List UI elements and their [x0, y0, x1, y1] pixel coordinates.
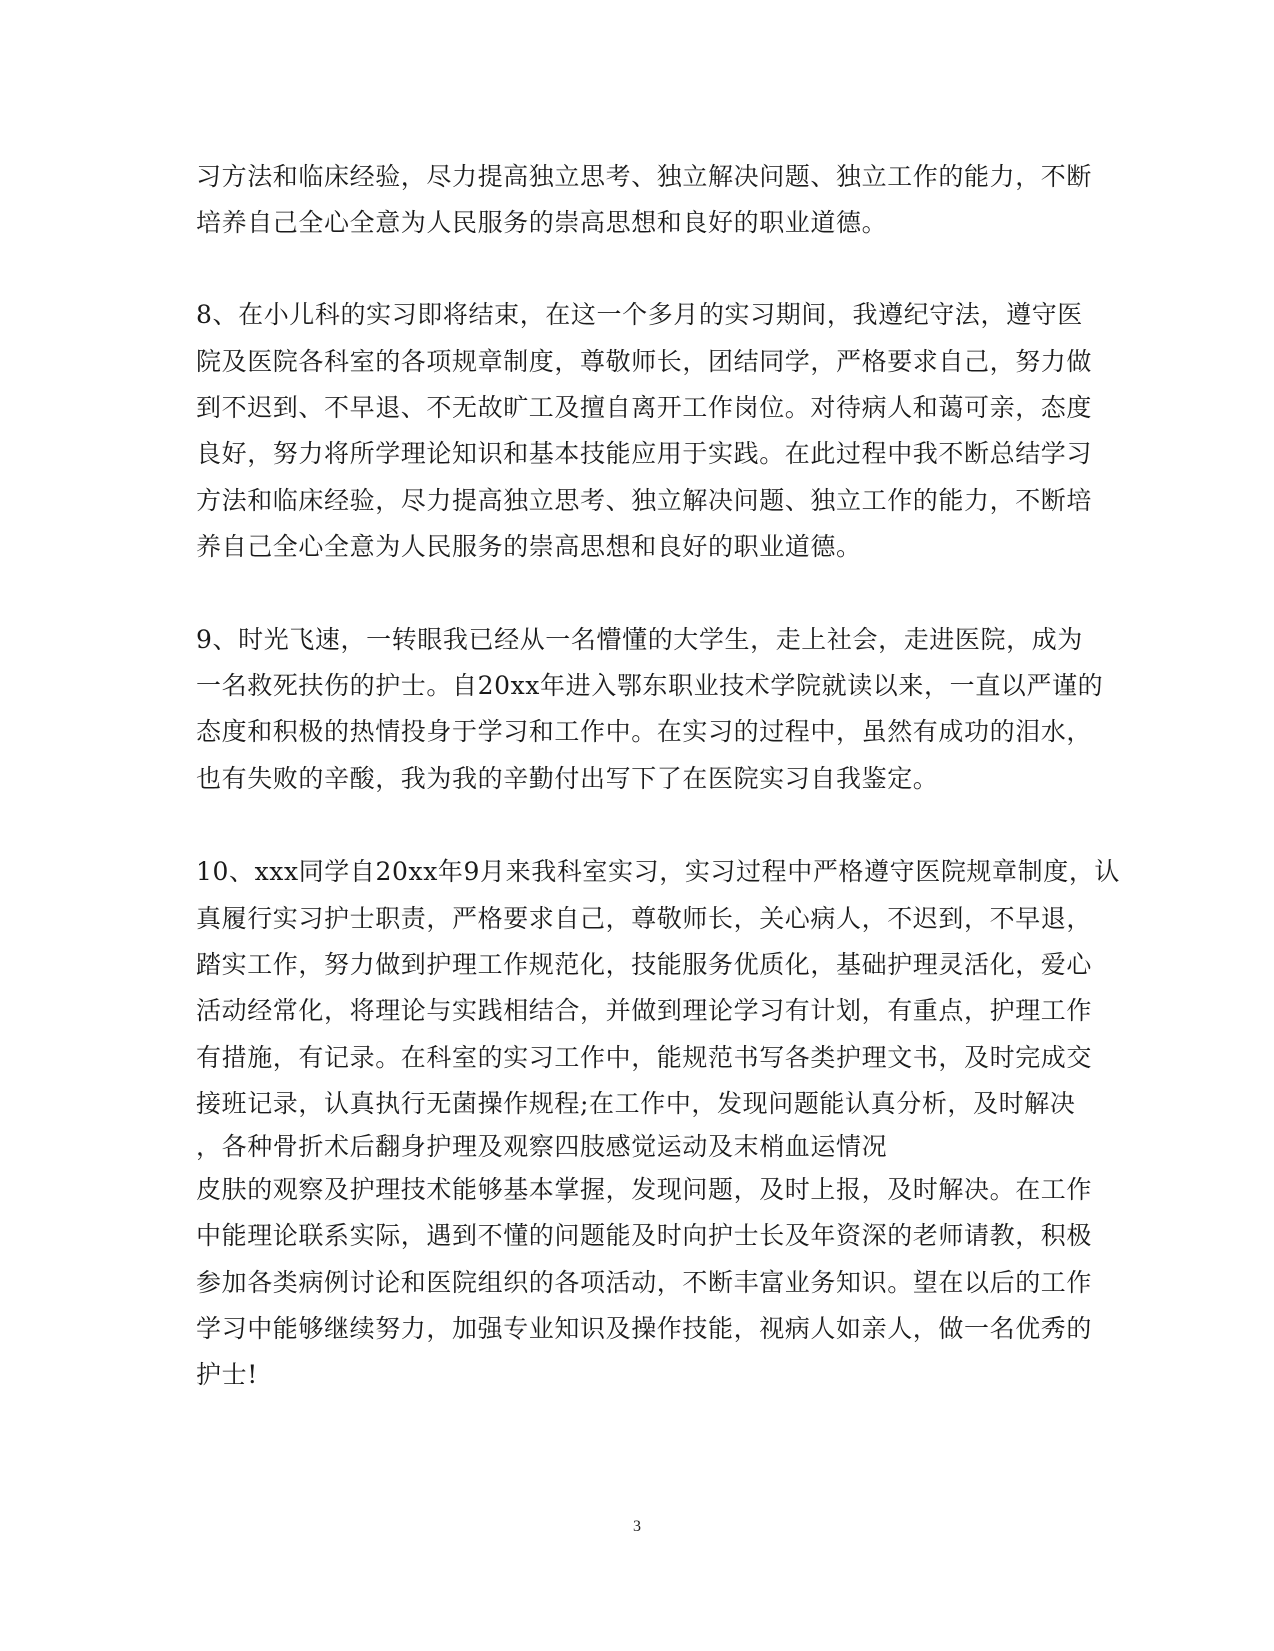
paragraph-line: 参加各类病例讨论和医院组织的各项活动，不断丰富业务知识。望在以后的工作	[196, 1268, 1093, 1297]
paragraph-line: 中能理论联系实际，遇到不懂的问题能及时向护士长及年资深的老师请教，积极	[196, 1221, 1093, 1250]
paragraph-line: 真履行实习护士职责，严格要求自己，尊敬师长，关心病人，不迟到，不早退，	[196, 904, 1093, 933]
paragraph-line: 踏实工作，努力做到护理工作规范化，技能服务优质化，基础护理灵活化，爱心	[196, 950, 1093, 979]
paragraph-line: 有措施，有记录。在科室的实习工作中，能规范书写各类护理文书，及时完成交	[196, 1043, 1093, 1072]
paragraph-line: 方法和临床经验，尽力提高独立思考、独立解决问题、独立工作的能力，不断培	[196, 486, 1093, 515]
page-number: 3	[633, 1518, 641, 1535]
paragraph-line: 10、xxx同学自20xx年9月来我科室实习，实习过程中严格遵守医院规章制度，认	[196, 857, 1121, 886]
paragraph-line: 皮肤的观察及护理技术能够基本掌握，发现问题，及时上报，及时解决。在工作	[196, 1175, 1093, 1204]
paragraph-line: 态度和积极的热情投身于学习和工作中。在实习的过程中，虽然有成功的泪水，	[196, 717, 1093, 746]
paragraph-line: 培养自己全心全意为人民服务的崇高思想和良好的职业道德。	[196, 208, 888, 237]
paragraph-line: ，各种骨折术后翻身护理及观察四肢感觉运动及末梢血运情况	[196, 1132, 888, 1161]
paragraph-line: 到不迟到、不早退、不无故旷工及擅自离开工作岗位。对待病人和蔼可亲，态度	[196, 393, 1093, 422]
paragraph-line: 习方法和临床经验，尽力提高独立思考、独立解决问题、独立工作的能力，不断	[196, 162, 1093, 191]
paragraph-line: 养自己全心全意为人民服务的崇高思想和良好的职业道德。	[196, 532, 862, 561]
paragraph-line: 一名救死扶伤的护士。自20xx年进入鄂东职业技术学院就读以来，一直以严谨的	[196, 671, 1104, 700]
paragraph-line: 9、时光飞速，一转眼我已经从一名懵懂的大学生，走上社会，走进医院，成为	[196, 625, 1083, 654]
paragraph-line: 接班记录，认真执行无菌操作规程;在工作中，发现问题能认真分析，及时解决	[196, 1089, 1076, 1118]
paragraph-line: 活动经常化，将理论与实践相结合，并做到理论学习有计划，有重点，护理工作	[196, 996, 1093, 1025]
paragraph-line: 良好，努力将所学理论知识和基本技能应用于实践。在此过程中我不断总结学习	[196, 439, 1093, 468]
paragraph-line: 学习中能够继续努力，加强专业知识及操作技能，视病人如亲人，做一名优秀的	[196, 1314, 1093, 1343]
paragraph-line: 8、在小儿科的实习即将结束，在这一个多月的实习期间，我遵纪守法，遵守医	[196, 300, 1083, 329]
paragraph-line: 护士!	[196, 1360, 258, 1389]
paragraph-line: 也有失败的辛酸，我为我的辛勤付出写下了在医院实习自我鉴定。	[196, 764, 939, 793]
paragraph-line: 院及医院各科室的各项规章制度，尊敬师长，团结同学，严格要求自己，努力做	[196, 347, 1093, 376]
